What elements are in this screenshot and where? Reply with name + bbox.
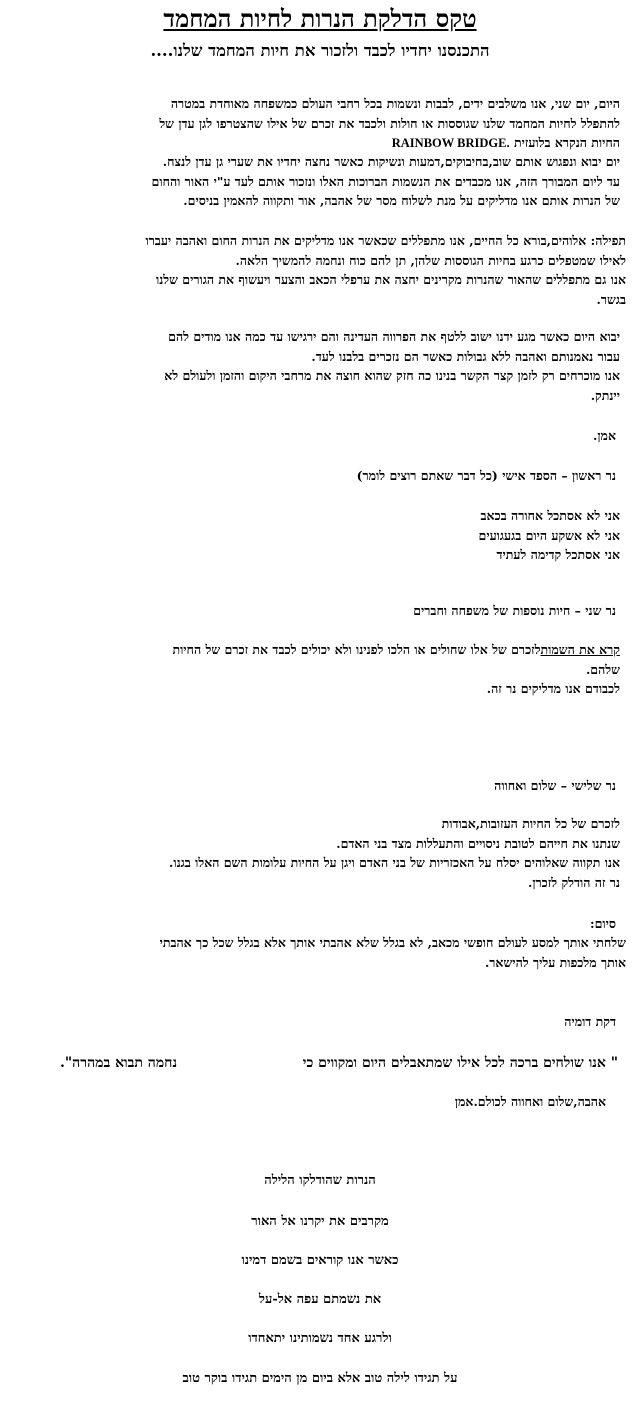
poem-line: על תגידו לילה טוב אלא ביום מן הימים תגידו בוקר טוב (182, 1371, 458, 1386)
candle-one-heading: נר ראשון – הספד אישי (כל דבר שאתם רוצים לומר) (356, 468, 616, 483)
prayer-line: אנו גם מתפללים שהאור שהנרות מקרינים יחצה את ערפלי הכאב והצער ויעשוף את הגורים שלנו (156, 272, 626, 287)
poem-line: את נשמתם עפה אל-על (258, 1292, 382, 1307)
candle-three-heading: נר שלישי – שלום ואחווה (494, 778, 616, 793)
intro-line (20, 133, 620, 154)
day-line: יינתק. (590, 387, 620, 403)
candle-one-line: אני אסתכל קדימה לעתיד (496, 547, 620, 562)
signoff-text: אהבה,שלום ואחווה לכולם.אמן (454, 1094, 606, 1109)
poem-line: מקרבים את יקרנו אל האור (251, 1214, 389, 1229)
prayer-line: תפילה: אלוהים,בורא כל החיים, אנו מתפללים שכאשר אנו מדליקים את הנרות החום ואהבה יעברו (145, 233, 626, 248)
blessing-quote-part-one: " אנו שולחים ברכה לכל אילו שמתאבלים היום ומקווים כי (302, 1055, 618, 1071)
ending-heading: סיום: (589, 916, 616, 931)
reunion-line: יום יבוא ונפגוש אותם שוב,בחיבוקים,דמעות ונשיקות כאשר נחצה יחדיו את שערי גן עדן לנצח. (162, 154, 620, 169)
candle-two-line (20, 640, 620, 660)
candle-one-line: אני לא אסתכל אחורה בכאב (480, 508, 620, 523)
day-line: אנו מוכרחים רק לזמן קצר הקשר בנינו כה חזק שהוא חוצה את מרחבי היקום והזמן ולעולם לא (164, 368, 620, 383)
day-line: עבור נאמנותם ואהבה ללא גבולות כאשר הם נזכרים בלבנו לעד. (311, 348, 620, 364)
ending-paragraph (8, 933, 626, 972)
day-paragraph (20, 327, 620, 405)
candle-three-paragraph (20, 814, 620, 892)
reunion-paragraph (20, 152, 620, 211)
prayer-paragraph (8, 231, 626, 309)
candle-three-line: לזכרם של כל החיות העזובות,אבודות (441, 816, 620, 831)
blessing-quote-part-two: נחמה תבוא במהרה". (60, 1055, 177, 1071)
candle-two-paragraph (20, 640, 620, 699)
silence-text: דקת דומיה (564, 1014, 616, 1029)
intro-line: להתפלל לחיות המחמד שלנו שגוססות או חולות ולכבד את זכרם של אילו שהצטרפו לגן עדן של (159, 115, 620, 131)
candle-one-verses (20, 506, 620, 565)
poem-line: כאשר אנו קוראים בשמם דמינו (241, 1253, 399, 1268)
rainbow-bridge-text: RAINBOW BRIDGE. (391, 136, 510, 150)
poem-line: הנרות שהודלקו הלילה (264, 1173, 376, 1188)
candle-two-line: לכבודם אנו מדליקים נר זה. (486, 681, 620, 696)
candle-two-line: שלהם. (585, 661, 620, 677)
read-names-text: קרא את השמות (540, 642, 620, 657)
page-title: טקס הדלקת הנרות לחיות המחמד (163, 4, 477, 33)
intro-line-text: החיות הנקרא בלועזית (509, 135, 620, 150)
candle-one-line: אני לא אשקע היום בגעגועים (478, 527, 620, 543)
intro-line: היום, יום שני, אנו משלבים ידים, לבבות ונשמות בכל רחבי העולם כמשפחה מאוחדת במטרה (170, 96, 620, 111)
prayer-line: לאילו שמטפלים כרגע בחיות הגוססות שלהן, תן להם כוח ונחמה להמשיך הלאה. (235, 252, 626, 268)
candle-three-line: שנתנו את חייהם לטובת ניסויים והתעללות מצד בני האדם. (336, 835, 620, 851)
candle-two-line-text: לזכרם של אלו שחולים או הלכו לפנינו ולא יכולים לכבד את זכרם של החיות (172, 642, 541, 657)
poem-line: ולרגע אחד נשמותינו יתאחדו (248, 1331, 392, 1346)
amen-text: אמן. (593, 428, 616, 443)
candle-two-heading: נר שני – חיות נוספות של משפחה וחברים (413, 603, 616, 618)
candle-three-line: אנו תקווה שאלוהים יסלח על האכזריות של בני האדם ויגן על החיות עלומות השם האלו בגנו. (169, 855, 620, 870)
ending-line: אותך מלכפות עליך להישאר. (484, 954, 626, 970)
day-line: יבוא היום כאשר מגע ידנו ישוב ללטף את הפרווה העדינה והם ירגישו עד כמה אנו מודים להם (168, 329, 620, 344)
page-subtitle: התכנסנו יחדיו לכבד ולזכור את חיות המחמד שלנו.... (150, 41, 490, 60)
intro-paragraph (20, 94, 620, 154)
reunion-line: של הנרות אותם אנו מדליקים על מנת לשלוח מסר של אהבה, אור ותקווה להאמין בניסים. (183, 193, 620, 208)
prayer-line: בגשר. (596, 291, 626, 307)
ending-line: שלחתי אותך למסע לעולם חופשי מכאב, לא בגלל שלא אהבתי אותך אלא בגלל שכל כך אהבתי (159, 935, 626, 950)
reunion-line: עד ליום המבורך הזה, אנו מכבדים את הנשמות הברוכות האלו ונזכור אותם לעד ע"י האור והחום (151, 173, 620, 189)
candle-three-line: נר זה הודלק לזכרן. (528, 874, 620, 890)
